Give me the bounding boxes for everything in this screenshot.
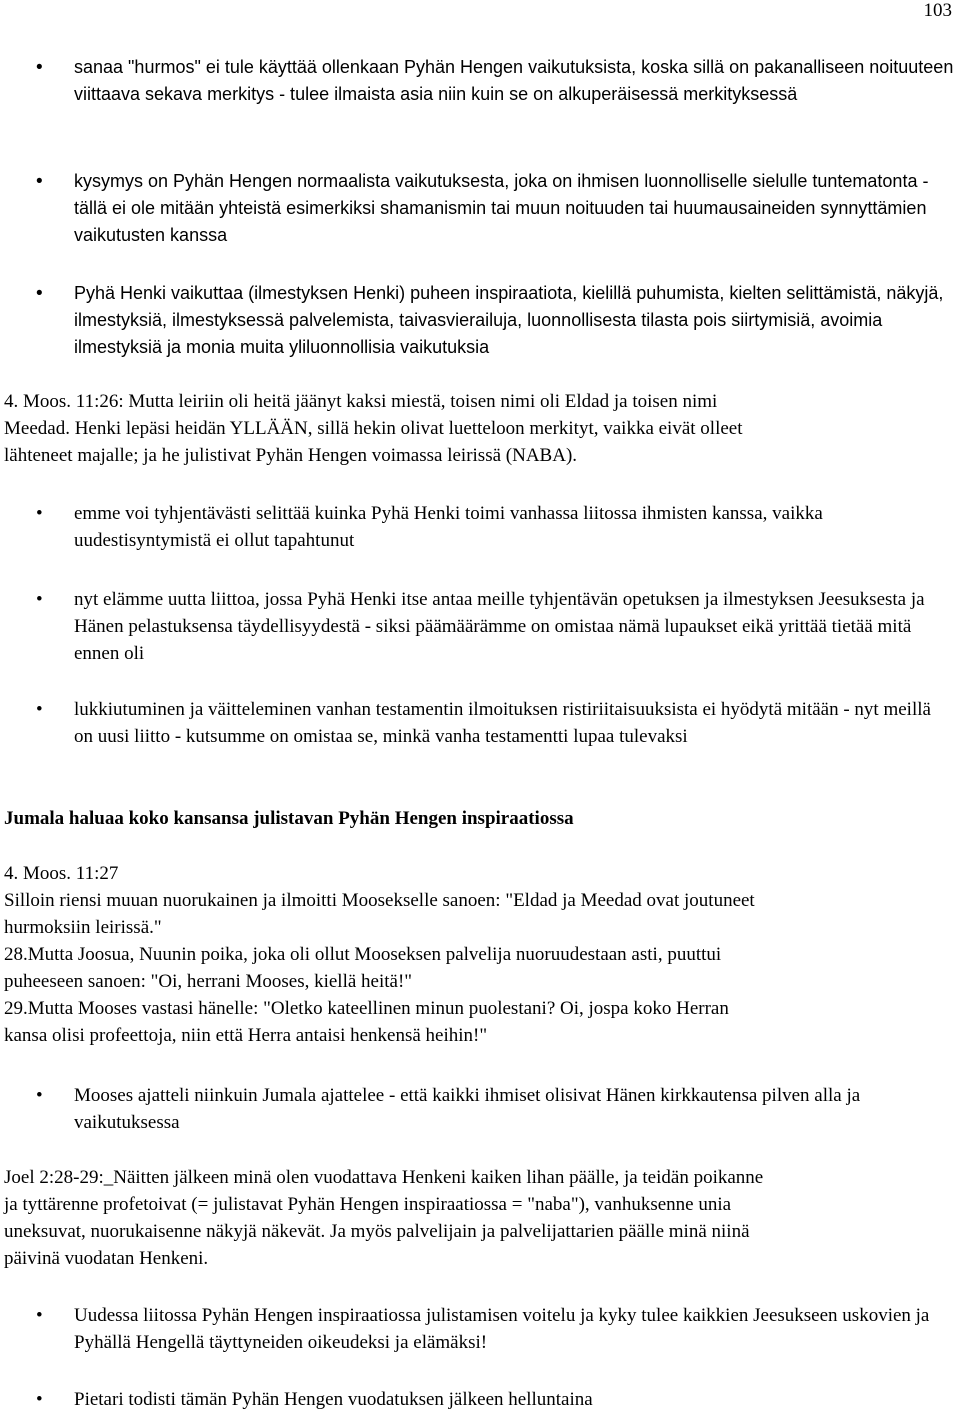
text-line: puheeseen sanoen: "Oi, herrani Mooses, kiellä heitä!" (4, 971, 413, 992)
joel-quote (4, 1164, 956, 1272)
text-line: Silloin riensi muuan nuorukainen ja ilmoitti Moosekselle sanoen: "Eldad ja Meedad ovat joutuneet (4, 890, 755, 911)
text-line: ja tyttärenne profetoivat (= julistavat Pyhän Hengen inspiraatiossa = "naba"), vanhuksenne unia (4, 1194, 732, 1215)
text-line: päivinä vuodatan Henkeni. (4, 1248, 209, 1269)
bullet-item: • emme voi tyhjentävästi selittää kuinka Pyhä Henki toimi vanhassa liitossa ihmisten kanssa, vaikka uudestisyntymistä ei ollut tapahtunut (74, 500, 954, 554)
bullet-item: • Mooses ajatteli niinkuin Jumala ajattelee - että kaikki ihmiset olisivat Hänen kirkkautensa pilven alla ja vaikutuksessa (74, 1082, 954, 1136)
text-line: 29.Mutta Mooses vastasi hänelle: "Oletko kateellinen minun puolestani? Oi, jospa koko Herran (4, 998, 729, 1019)
text-line: 28.Mutta Joosua, Nuunin poika, joka oli ollut Mooseksen palvelija nuoruudestaan asti, puuttui (4, 944, 722, 965)
text-line: hurmoksiin leirissä." (4, 917, 162, 938)
bullet-item: • lukkiutuminen ja väitteleminen vanhan testamentin ilmoituksen ristiriitaisuuksista ei hyödytä mitään - nyt meillä on uusi liitto - kutsumme on omistaa se, minkä vanha testamentti lupaa tulevaksi (74, 696, 954, 750)
text-line: kansa olisi profeettoja, niin että Herra antaisi henkensä heihin!" (4, 1025, 488, 1046)
bullet-item: • Pietari todisti tämän Pyhän Hengen vuodatuksen jälkeen helluntaina (74, 1386, 954, 1413)
text-line: lähteneet majalle; ja he julistivat Pyhän Hengen voimassa leirissä (NABA). (4, 445, 578, 466)
bullet-item: • Uudessa liitossa Pyhän Hengen inspiraatiossa julistamisen voitelu ja kyky tulee kaikkien Jeesukseen uskovien ja Pyhällä Hengellä täyttyneiden oikeudeksi ja elämäksi! (74, 1302, 954, 1356)
bullet-item: • Pyhä Henki vaikuttaa (ilmestyksen Henki) puheen inspiraatiota, kielillä puhumista, kielten selittämistä, näkyjä, ilmestyksiä, ilmestyksessä palvelemista, taivasvierailuja, luonnollisesta tilasta pois siirtymisiä, avoimia ilmestyksiä ja monia muita yliluonnollisia vaikutuksia (74, 280, 954, 361)
text-line: 4. Moos. 11:26: Mutta leiriin oli heitä jäänyt kaksi miestä, toisen nimi oli Eldad ja toisen nimi (4, 391, 718, 412)
text-line: 4. Moos. 11:27 (4, 863, 119, 884)
bullet-item: • sanaa "hurmos" ei tule käyttää ollenkaan Pyhän Hengen vaikutuksista, koska sillä on pakanalliseen noituuteen viittaava sekava merkitys - tulee ilmaista asia niin kuin se on alkuperäisessä merkityksessä (74, 54, 954, 108)
text-line: uneksuvat, nuorukaisenne näkyjä näkevät. Ja myös palvelijain ja palvelijattarien päälle minä niinä (4, 1221, 750, 1242)
moos-11-26-quote (4, 388, 956, 469)
text-line: Meedad. Henki lepäsi heidän YLLÄÄN, sillä hekin olivat luetteloon merkityt, vaikka eivät olleet (4, 418, 743, 439)
text-line: Joel 2:28-29:_Näitten jälkeen minä olen vuodattava Henkeni kaiken lihan päälle, ja teidän poikanne (4, 1167, 764, 1188)
bullet-item: • nyt elämme uutta liittoa, jossa Pyhä Henki itse antaa meille tyhjentävän opetuksen ja ilmestyksen Jeesuksesta ja Hänen pelastuksensa täydellisyydestä - siksi päämäärämme on omistaa nämä lupaukset eikä yrittää tietää mitä ennen oli (74, 586, 954, 667)
moos-11-27-quote (4, 860, 956, 1049)
bullet-item: • kysymys on Pyhän Hengen normaalista vaikutuksesta, joka on ihmisen luonnolliselle sielulle tuntematonta - tällä ei ole mitään yhteistä esimerkiksi shamanismin tai muun noituuden tai huumausaineiden synnyttämien vaikutusten kanssa (74, 168, 954, 249)
section-heading: Jumala haluaa koko kansansa julistavan Pyhän Hengen inspiraatiossa (4, 808, 574, 829)
page-number: 103 (923, 0, 952, 21)
